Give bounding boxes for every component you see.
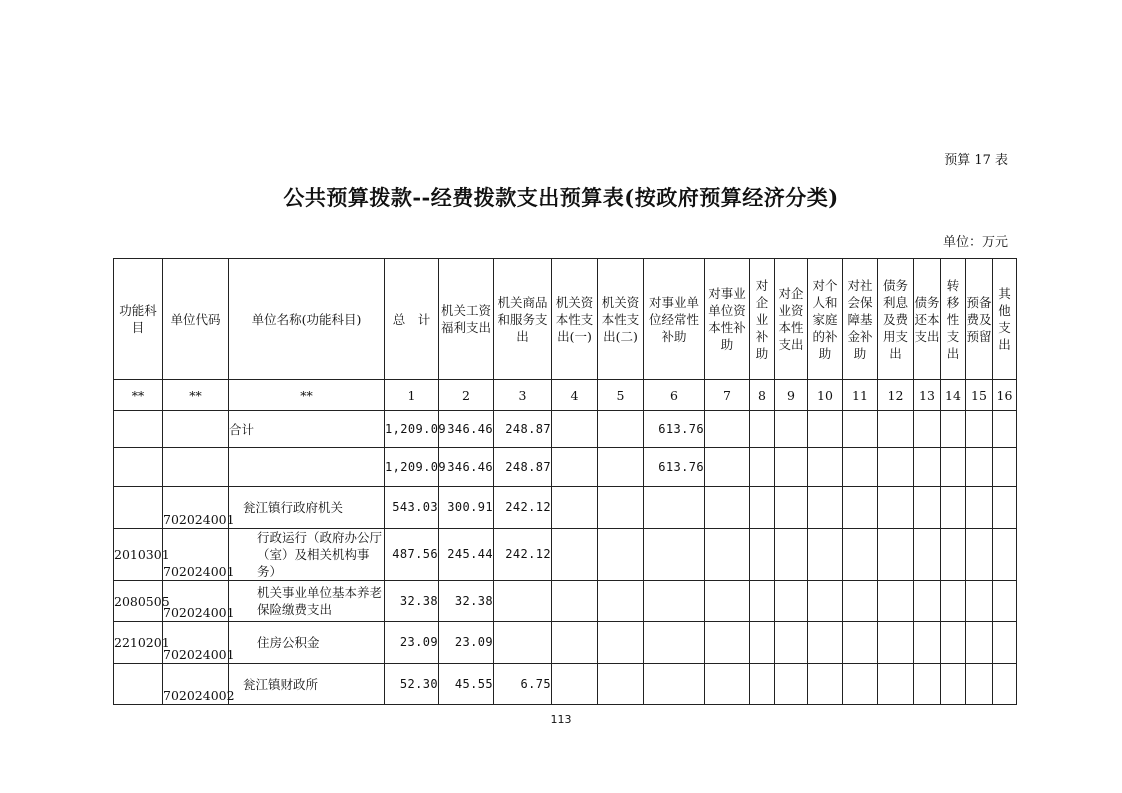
empty-cell bbox=[705, 487, 750, 529]
capital-2-cell bbox=[598, 529, 644, 581]
empty-cell bbox=[705, 529, 750, 581]
header-col-1: 机关工资福利支出 bbox=[439, 259, 494, 380]
header-col-6: 对事业单位资本性补助 bbox=[705, 259, 750, 380]
empty-cell bbox=[966, 448, 993, 487]
function-code-cell: 2010301 bbox=[114, 529, 163, 581]
unit-code-cell: 702024002 bbox=[163, 664, 229, 705]
header-col-5: 对事业单位经常性补助 bbox=[644, 259, 705, 380]
empty-cell bbox=[775, 448, 808, 487]
unit-code-cell bbox=[163, 448, 229, 487]
empty-cell bbox=[750, 448, 775, 487]
empty-cell bbox=[941, 529, 966, 581]
table-row bbox=[114, 487, 1017, 529]
empty-cell bbox=[993, 487, 1017, 529]
header-col-8: 对企业资本性支出 bbox=[775, 259, 808, 380]
total-cell: 1,209.09 bbox=[385, 448, 439, 487]
capital-1-cell bbox=[552, 622, 598, 664]
capital-1-cell bbox=[552, 529, 598, 581]
empty-cell bbox=[993, 448, 1017, 487]
empty-cell bbox=[993, 664, 1017, 705]
index-cell: ** bbox=[163, 380, 229, 411]
empty-cell bbox=[775, 529, 808, 581]
empty-cell bbox=[878, 529, 914, 581]
header-row bbox=[114, 259, 1017, 380]
header-col-12: 债务还本支出 bbox=[914, 259, 941, 380]
empty-cell bbox=[941, 411, 966, 448]
index-cell: 5 bbox=[598, 380, 644, 411]
header-col-14: 预备费及预留 bbox=[966, 259, 993, 380]
header-func-code: 功能科目 bbox=[114, 259, 163, 380]
unit-name-cell: 机关事业单位基本养老保险缴费支出 bbox=[229, 581, 385, 622]
unit-code-cell: 702024001 bbox=[163, 581, 229, 622]
index-cell: 13 bbox=[914, 380, 941, 411]
total-cell: 52.30 bbox=[385, 664, 439, 705]
goods-services-cell: 6.75 bbox=[494, 664, 552, 705]
empty-cell bbox=[775, 581, 808, 622]
empty-cell bbox=[775, 664, 808, 705]
empty-cell bbox=[914, 529, 941, 581]
wage-welfare-cell: 245.44 bbox=[439, 529, 494, 581]
capital-1-cell bbox=[552, 487, 598, 529]
empty-cell bbox=[914, 448, 941, 487]
index-cell: 14 bbox=[941, 380, 966, 411]
header-col-9: 对个人和家庭的补助 bbox=[808, 259, 843, 380]
empty-cell bbox=[843, 622, 878, 664]
wage-welfare-cell: 32.38 bbox=[439, 581, 494, 622]
empty-cell bbox=[705, 411, 750, 448]
index-cell: ** bbox=[114, 380, 163, 411]
empty-cell bbox=[914, 581, 941, 622]
index-cell: 12 bbox=[878, 380, 914, 411]
empty-cell bbox=[843, 529, 878, 581]
empty-cell bbox=[750, 622, 775, 664]
unit-name-cell: 合计 bbox=[229, 411, 385, 448]
table-row bbox=[114, 664, 1017, 705]
index-cell: 7 bbox=[705, 380, 750, 411]
index-cell: 3 bbox=[494, 380, 552, 411]
total-cell: 487.56 bbox=[385, 529, 439, 581]
institution-subsidy-cell bbox=[644, 487, 705, 529]
header-col-2: 机关商品和服务支出 bbox=[494, 259, 552, 380]
capital-1-cell bbox=[552, 411, 598, 448]
function-code-cell: 2210201 bbox=[114, 622, 163, 664]
function-code-cell: 2080505 bbox=[114, 581, 163, 622]
institution-subsidy-cell bbox=[644, 581, 705, 622]
header-col-15: 其他支出 bbox=[993, 259, 1017, 380]
institution-subsidy-cell bbox=[644, 664, 705, 705]
empty-cell bbox=[878, 622, 914, 664]
index-cell: 2 bbox=[439, 380, 494, 411]
empty-cell bbox=[843, 581, 878, 622]
goods-services-cell bbox=[494, 622, 552, 664]
index-cell: 8 bbox=[750, 380, 775, 411]
goods-services-cell: 242.12 bbox=[494, 529, 552, 581]
total-cell: 543.03 bbox=[385, 487, 439, 529]
empty-cell bbox=[808, 581, 843, 622]
institution-subsidy-cell bbox=[644, 622, 705, 664]
index-cell: 1 bbox=[385, 380, 439, 411]
index-cell: 6 bbox=[644, 380, 705, 411]
index-cell: 11 bbox=[843, 380, 878, 411]
empty-cell bbox=[750, 487, 775, 529]
capital-2-cell bbox=[598, 664, 644, 705]
index-cell: 4 bbox=[552, 380, 598, 411]
empty-cell bbox=[914, 411, 941, 448]
total-cell: 1,209.09 bbox=[385, 411, 439, 448]
function-code-cell bbox=[114, 448, 163, 487]
empty-cell bbox=[993, 529, 1017, 581]
empty-cell bbox=[941, 664, 966, 705]
unit-name-cell bbox=[229, 448, 385, 487]
empty-cell bbox=[808, 529, 843, 581]
capital-2-cell bbox=[598, 448, 644, 487]
empty-cell bbox=[966, 487, 993, 529]
empty-cell bbox=[878, 448, 914, 487]
header-col-10: 对社会保障基金补助 bbox=[843, 259, 878, 380]
header-col-4: 机关资本性支出(二) bbox=[598, 259, 644, 380]
empty-cell bbox=[808, 664, 843, 705]
unit-code-cell bbox=[163, 411, 229, 448]
institution-subsidy-cell: 613.76 bbox=[644, 448, 705, 487]
empty-cell bbox=[843, 448, 878, 487]
table-row bbox=[114, 411, 1017, 448]
empty-cell bbox=[808, 622, 843, 664]
header-col-13: 转移性支出 bbox=[941, 259, 966, 380]
budget-table bbox=[113, 258, 1017, 705]
goods-services-cell: 242.12 bbox=[494, 487, 552, 529]
empty-cell bbox=[941, 581, 966, 622]
institution-subsidy-cell bbox=[644, 529, 705, 581]
index-row bbox=[114, 380, 1017, 411]
empty-cell bbox=[941, 448, 966, 487]
total-cell: 23.09 bbox=[385, 622, 439, 664]
header-col-11: 债务利息及费用支出 bbox=[878, 259, 914, 380]
empty-cell bbox=[993, 622, 1017, 664]
empty-cell bbox=[843, 664, 878, 705]
wage-welfare-cell: 45.55 bbox=[439, 664, 494, 705]
empty-cell bbox=[966, 529, 993, 581]
wage-welfare-cell: 346.46 bbox=[439, 411, 494, 448]
empty-cell bbox=[993, 411, 1017, 448]
header-unit-code: 单位代码 bbox=[163, 259, 229, 380]
capital-1-cell bbox=[552, 664, 598, 705]
empty-cell bbox=[914, 664, 941, 705]
header-total: 总 计 bbox=[385, 259, 439, 380]
total-cell: 32.38 bbox=[385, 581, 439, 622]
empty-cell bbox=[843, 411, 878, 448]
empty-cell bbox=[750, 581, 775, 622]
index-cell: 10 bbox=[808, 380, 843, 411]
form-number: 预算 17 表 bbox=[944, 153, 1008, 168]
header-col-3: 机关资本性支出(一) bbox=[552, 259, 598, 380]
function-code-cell bbox=[114, 487, 163, 529]
header-unit-name: 单位名称(功能科目) bbox=[229, 259, 385, 380]
function-code-cell bbox=[114, 664, 163, 705]
wage-welfare-cell: 300.91 bbox=[439, 487, 494, 529]
page-title: 公共预算拨款--经费拨款支出预算表(按政府预算经济分类) bbox=[283, 185, 839, 210]
empty-cell bbox=[878, 581, 914, 622]
empty-cell bbox=[750, 664, 775, 705]
unit-code-cell: 702024001 bbox=[163, 487, 229, 529]
empty-cell bbox=[775, 487, 808, 529]
page-number: 113 bbox=[550, 713, 572, 726]
unit-name-cell: 住房公积金 bbox=[229, 622, 385, 664]
table-row bbox=[114, 622, 1017, 664]
empty-cell bbox=[750, 529, 775, 581]
empty-cell bbox=[775, 622, 808, 664]
empty-cell bbox=[775, 411, 808, 448]
empty-cell bbox=[808, 487, 843, 529]
empty-cell bbox=[843, 487, 878, 529]
empty-cell bbox=[966, 411, 993, 448]
wage-welfare-cell: 346.46 bbox=[439, 448, 494, 487]
empty-cell bbox=[966, 581, 993, 622]
empty-cell bbox=[750, 411, 775, 448]
function-code-cell bbox=[114, 411, 163, 448]
index-cell: 16 bbox=[993, 380, 1017, 411]
empty-cell bbox=[705, 581, 750, 622]
institution-subsidy-cell: 613.76 bbox=[644, 411, 705, 448]
empty-cell bbox=[878, 411, 914, 448]
goods-services-cell bbox=[494, 581, 552, 622]
capital-2-cell bbox=[598, 581, 644, 622]
goods-services-cell: 248.87 bbox=[494, 448, 552, 487]
empty-cell bbox=[878, 487, 914, 529]
index-cell: 15 bbox=[966, 380, 993, 411]
wage-welfare-cell: 23.09 bbox=[439, 622, 494, 664]
empty-cell bbox=[914, 487, 941, 529]
capital-1-cell bbox=[552, 581, 598, 622]
empty-cell bbox=[993, 581, 1017, 622]
capital-2-cell bbox=[598, 411, 644, 448]
empty-cell bbox=[941, 487, 966, 529]
empty-cell bbox=[914, 622, 941, 664]
index-cell: 9 bbox=[775, 380, 808, 411]
header-col-7: 对企业补助 bbox=[750, 259, 775, 380]
table-row bbox=[114, 448, 1017, 487]
unit-label: 单位：万元 bbox=[942, 235, 1008, 250]
table-row bbox=[114, 581, 1017, 622]
empty-cell bbox=[966, 664, 993, 705]
empty-cell bbox=[705, 664, 750, 705]
empty-cell bbox=[878, 664, 914, 705]
goods-services-cell: 248.87 bbox=[494, 411, 552, 448]
capital-1-cell bbox=[552, 448, 598, 487]
empty-cell bbox=[966, 622, 993, 664]
empty-cell bbox=[941, 622, 966, 664]
table-row bbox=[114, 529, 1017, 581]
capital-2-cell bbox=[598, 622, 644, 664]
empty-cell bbox=[705, 448, 750, 487]
unit-name-cell: 瓮江镇财政所 bbox=[229, 664, 385, 705]
empty-cell bbox=[705, 622, 750, 664]
unit-name-cell: 瓮江镇行政府机关 bbox=[229, 487, 385, 529]
empty-cell bbox=[808, 411, 843, 448]
index-cell: ** bbox=[229, 380, 385, 411]
capital-2-cell bbox=[598, 487, 644, 529]
unit-code-cell: 702024001 bbox=[163, 622, 229, 664]
empty-cell bbox=[808, 448, 843, 487]
unit-name-cell: 行政运行（政府办公厅（室）及相关机构事务） bbox=[229, 529, 385, 581]
unit-code-cell: 702024001 bbox=[163, 529, 229, 581]
